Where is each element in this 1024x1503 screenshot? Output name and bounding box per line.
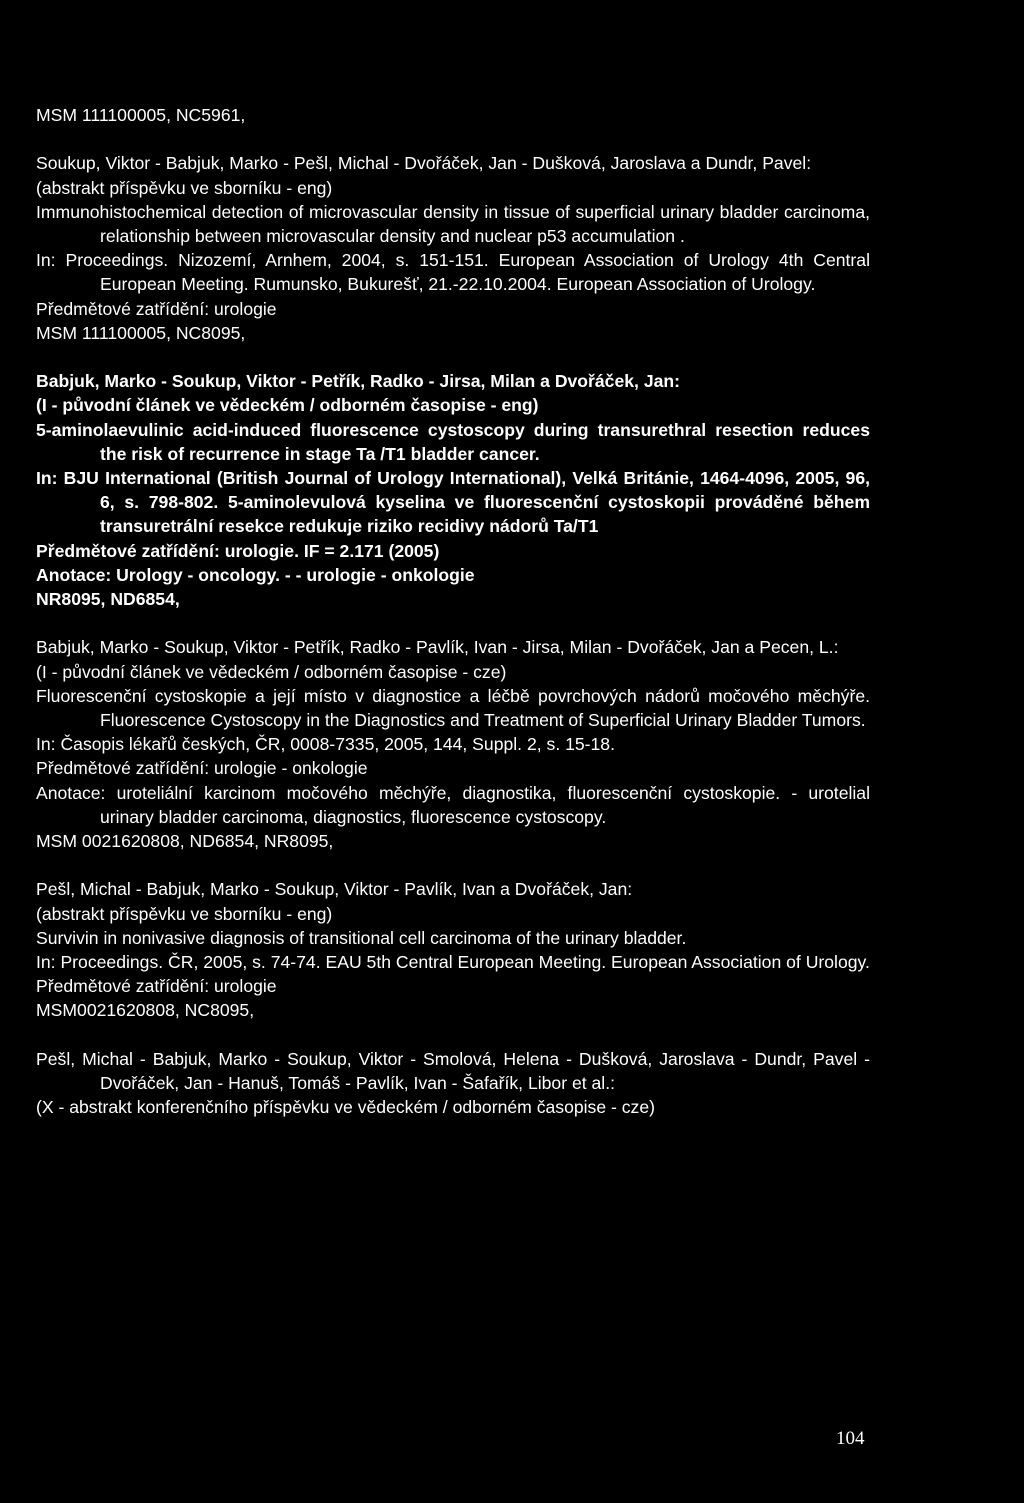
entry-source: In: BJU International (British Journal of Urology International), Velká Británie, 1464-4096, 2005, 96, 6, s. 798-802. 5-aminolevulová kyselina ve fluorescenční cystoskopii prováděné během transuretrální resekce redukuje riziko recidivy nádorů Ta/T1	[36, 468, 870, 537]
entry-source: In: Časopis lékařů českých, ČR, 0008-7335, 2005, 144, Suppl. 2, s. 15-18.	[36, 734, 615, 755]
entry-type: (I - původní článek ve vědeckém / odborném časopise - cze)	[36, 661, 507, 682]
bibliography-entry	[36, 877, 870, 1022]
entry-title: 5-aminolaevulinic acid-induced fluorescence cystoscopy during transurethral resection reduces the risk of recurrence in stage Ta /T1 bladder cancer.	[36, 419, 870, 464]
entry-classification: Předmětové zatřídění: urologie. IF = 2.171 (2005)	[36, 540, 440, 561]
entry-project-codes: MSM0021620808, NC8095,	[36, 1000, 255, 1021]
entry-annotation: Anotace: uroteliální karcinom močového měchýře, diagnostika, fluorescenční cystoskopie. - urotelial urinary bladder carcinoma, diagnostics, fluorescence cystoscopy.	[36, 782, 870, 827]
document-body	[36, 103, 870, 1119]
entry-type: (I - původní článek ve vědeckém / odborném časopise - eng)	[36, 395, 539, 416]
entry-project-codes: MSM 111100005, NC8095,	[36, 322, 246, 343]
entry-type: (X - abstrakt konferenčního příspěvku ve vědeckém / odborném časopise - cze)	[36, 1097, 656, 1118]
bibliography-entry	[36, 635, 870, 853]
entry-title: Survivin in nonivasive diagnosis of transitional cell carcinoma of the urinary bladder.	[36, 927, 687, 948]
entry-line: MSM 111100005, NC5961,	[36, 105, 246, 125]
entry-source: In: Proceedings. Nizozemí, Arnhem, 2004, s. 151-151. European Association of Urology 4th Central European Meeting. Rumunsko, Bukurešť, 21.-22.10.2004. European Association of Urology.	[36, 250, 870, 295]
entry-authors: Soukup, Viktor - Babjuk, Marko - Pešl, Michal - Dvořáček, Jan - Dušková, Jaroslava a Dundr, Pavel:	[36, 153, 812, 174]
bibliography-entry	[36, 151, 870, 345]
entry-classification: Předmětové zatřídění: urologie - onkologie	[36, 758, 368, 779]
entry-classification: Předmětové zatřídění: urologie	[36, 976, 277, 997]
entry-annotation: Anotace: Urology - oncology. - - urologie - onkologie	[36, 564, 475, 585]
entry-authors: Pešl, Michal - Babjuk, Marko - Soukup, Viktor - Smolová, Helena - Dušková, Jaroslava - Dundr, Pavel - Dvořáček, Jan - Hanuš, Tomáš - Pavlík, Ivan - Šafařík, Libor et al.:	[36, 1048, 870, 1094]
entry-classification: Předmětové zatřídění: urologie	[36, 298, 277, 319]
entry-project-codes: NR8095, ND6854,	[36, 589, 180, 610]
entry-authors: Pešl, Michal - Babjuk, Marko - Soukup, Viktor - Pavlík, Ivan a Dvořáček, Jan:	[36, 879, 633, 900]
bibliography-entry	[36, 369, 870, 611]
entry-source: In: Proceedings. ČR, 2005, s. 74-74. EAU 5th Central European Meeting. European Association of Urology.	[36, 952, 870, 973]
entry-type: (abstrakt příspěvku ve sborníku - eng)	[36, 177, 333, 198]
entry-authors: Babjuk, Marko - Soukup, Viktor - Petřík, Radko - Jirsa, Milan a Dvořáček, Jan:	[36, 371, 680, 392]
entry-title: Immunohistochemical detection of microvascular density in tissue of superficial urinary bladder carcinoma, relationship between microvascular density and nuclear p53 accumulation .	[36, 201, 870, 246]
entry-authors: Babjuk, Marko - Soukup, Viktor - Petřík, Radko - Pavlík, Ivan - Jirsa, Milan - Dvořáček, Jan a Pecen, L.:	[36, 637, 839, 658]
bibliography-entry	[36, 1047, 870, 1120]
entry-type: (abstrakt příspěvku ve sborníku - eng)	[36, 903, 333, 924]
entry-project-codes: MSM 0021620808, ND6854, NR8095,	[36, 831, 334, 852]
entry-title: Fluorescenční cystoskopie a její místo v diagnostice a léčbě povrchových nádorů močového měchýře. Fluorescence Cystoscopy in the Diagnostics and Treatment of Superficial Urinary Bladder Tumors.	[36, 685, 870, 731]
page-number: 104	[836, 1428, 865, 1449]
